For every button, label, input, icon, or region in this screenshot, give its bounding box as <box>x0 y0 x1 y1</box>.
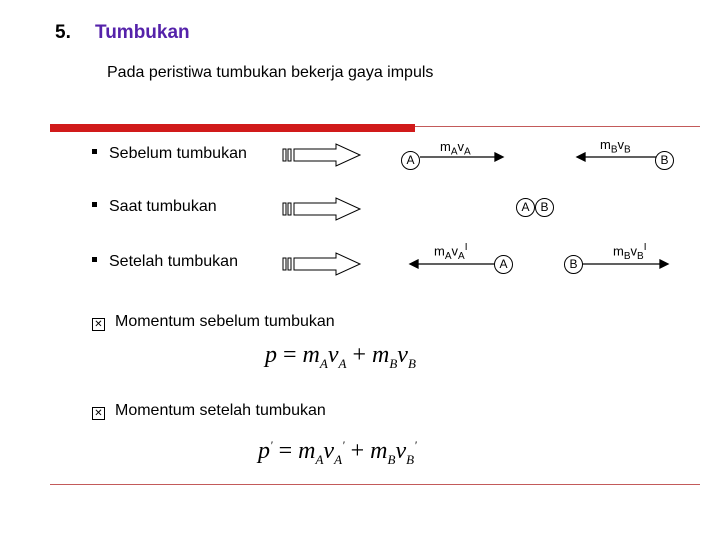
label-ma-va-prime: $m_Av_A^I$ <box>434 242 468 262</box>
equation-after: $p' = m_Av_A' + m_Bv_B'$ <box>258 438 417 467</box>
section-number: 5. <box>55 22 71 43</box>
block-arrow-icon <box>283 144 360 166</box>
momentum-before-label: Momentum sebelum tumbukan <box>115 313 335 330</box>
momentum-after-item <box>92 402 326 420</box>
checkbox-bullet-icon: ✕ <box>92 318 105 331</box>
block-arrow-icon <box>283 198 360 220</box>
subtitle: Pada peristiwa tumbukan bekerja gaya impuls <box>107 64 434 81</box>
momentum-before-item <box>92 313 335 331</box>
ball-b-during: B <box>535 198 554 217</box>
label-ma-va: $m_Av_A$ <box>440 139 471 158</box>
bullet-label: Sebelum tumbukan <box>109 145 247 162</box>
label-mb-vb-prime: $m_Bv_B^I$ <box>613 242 647 262</box>
divider-bottom <box>50 484 700 485</box>
checkbox-bullet-icon: ✕ <box>92 407 105 420</box>
ball-b-after: B <box>564 255 583 274</box>
ball-a-before: A <box>401 151 420 170</box>
block-arrow-icon <box>283 253 360 275</box>
label-mb-vb: $m_Bv_B$ <box>600 137 631 156</box>
bullet-label: Setelah tumbukan <box>109 253 238 270</box>
ball-a-during: A <box>516 198 535 217</box>
bullet-label: Saat tumbukan <box>109 198 217 215</box>
ball-a-after: A <box>494 255 513 274</box>
equation-before: $p = m_Av_A + m_Bv_B$ <box>265 342 416 371</box>
ball-b-before: B <box>655 151 674 170</box>
momentum-after-label: Momentum setelah tumbukan <box>115 402 326 419</box>
page-title: Tumbukan <box>95 22 190 43</box>
